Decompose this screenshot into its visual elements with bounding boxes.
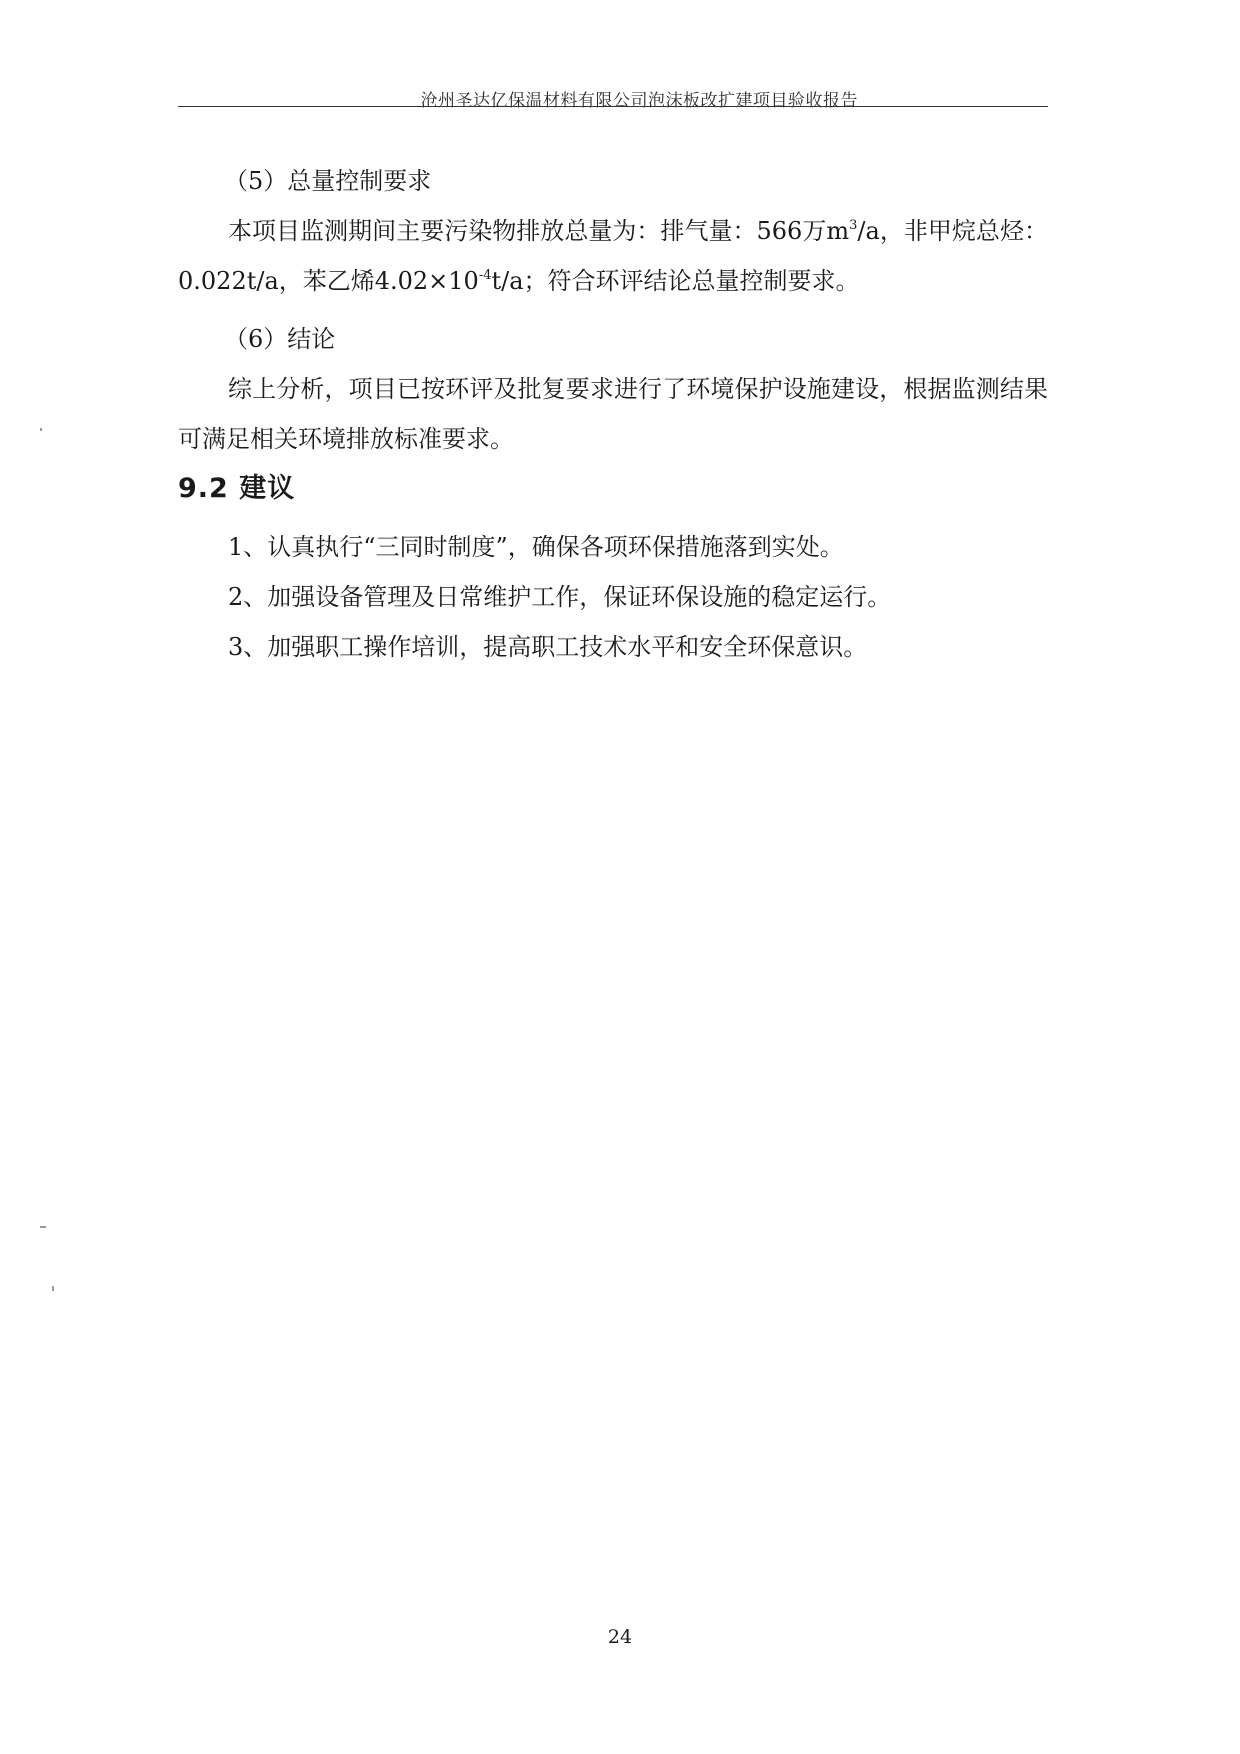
- scan-speck: [52, 1286, 54, 1291]
- header-rule: [178, 106, 1048, 107]
- conclusion-heading: （6）结论: [224, 325, 336, 353]
- total-control-heading: （5）总量控制要求: [224, 167, 432, 195]
- section-9-2-heading: 9.2 建议: [178, 473, 296, 504]
- scan-speck: [40, 1226, 46, 1228]
- running-header: 沧州圣达亿保温材料有限公司泡沫板改扩建项目验收报告: [420, 91, 858, 111]
- page-number: 24: [607, 1626, 633, 1648]
- suggestion-item-1: 1、认真执行“三同时制度”，确保各项环保措施落到实处。: [228, 533, 844, 561]
- scan-speck: [40, 428, 42, 431]
- total-control-sup-1: 3: [849, 218, 858, 233]
- suggestion-item-3: 3、加强职工操作培训，提高职工技术水平和安全环保意识。: [228, 633, 868, 661]
- total-control-text-3: t/a；符合环评结论总量控制要求。: [491, 267, 860, 295]
- total-control-text-1: 本项目监测期间主要污染物排放总量为：排气量：566万m: [228, 217, 850, 245]
- total-control-sup-2: -4: [478, 268, 492, 283]
- suggestion-item-2: 2、加强设备管理及日常维护工作，保证环保设施的稳定运行。: [228, 583, 892, 611]
- total-control-paragraph: [178, 206, 1048, 306]
- conclusion-paragraph: 综上分析，项目已按环评及批复要求进行了环境保护设施建设，根据监测结果可满足相关环境排放标准要求。: [178, 375, 1048, 453]
- total-control-text-2: /a，非甲烷总烃：0.022t/a，苯乙烯4.02×10: [178, 217, 1048, 295]
